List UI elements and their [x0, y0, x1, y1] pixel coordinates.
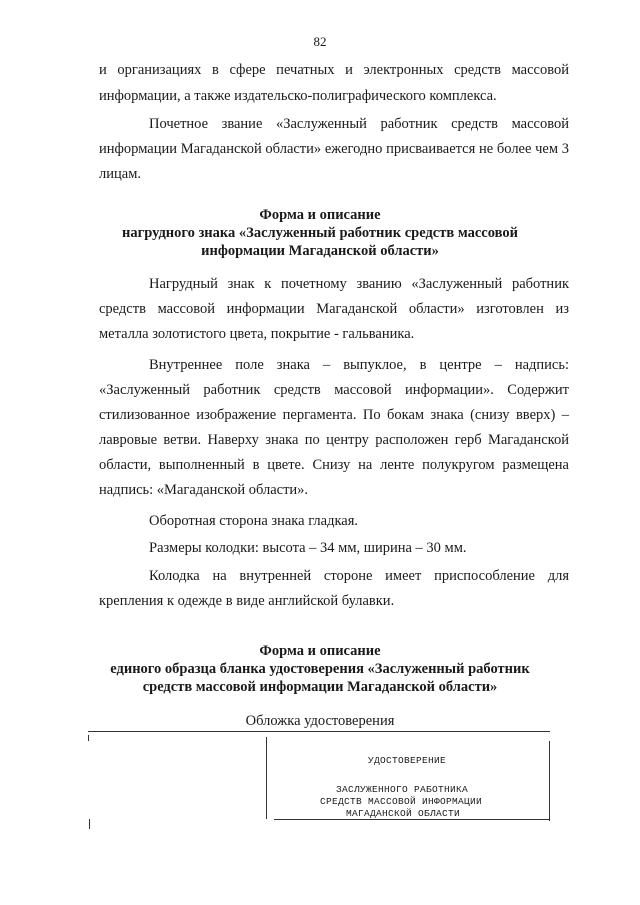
cover-bottom-border — [274, 819, 550, 820]
section2-heading-line1: Форма и описание — [259, 643, 381, 659]
cover-top-border — [88, 731, 550, 732]
cover-left-tick-bottom — [89, 819, 90, 829]
intro-paragraph: Почетное звание «Заслуженный работник средств массовой информации Магаданской области» ежегодно присваивается не более чем 3 лицам. — [99, 116, 569, 182]
intro-line-2: информации, а также издательско-полиграфического комплекса. — [99, 88, 497, 104]
intro-line-1: и организациях в сфере печатных и электронных средств массовой — [99, 62, 569, 78]
section1-paragraph-3: Оборотная сторона знака гладкая. — [149, 513, 359, 529]
section1-heading-line1: Форма и описание — [259, 207, 381, 223]
section2-heading-line2: единого образца бланка удостоверения «Заслуженный работник — [110, 661, 530, 677]
section1-paragraph-5: Колодка на внутренней стороне имеет приспособление для крепления к одежде в виде английской булавки. — [99, 568, 569, 609]
cover-label-line3: СРЕДСТВ МАССОВОЙ ИНФОРМАЦИИ — [320, 796, 483, 807]
id-cover-drawing — [88, 731, 552, 841]
cover-label-line4: МАГАДАНСКОЙ ОБЛАСТИ — [346, 808, 461, 819]
section1-heading-line2: нагрудного знака «Заслуженный работник средств массовой — [122, 225, 518, 241]
section1-paragraph-2: Внутреннее поле знака – выпуклое, в центре – надпись: «Заслуженный работник средств массовой информации». Содержит стилизованное изображение пергамента. По бокам знака (снизу вверх) – лавровые ветви. Наверху знака по центру расположен герб Магаданской области, выполненный в цвете. Снизу на ленте полукругом размещена надпись: «Магаданской области». — [99, 357, 569, 498]
section1-paragraph-4: Размеры колодки: высота – 34 мм, ширина – 30 мм. — [149, 540, 467, 556]
cover-left-tick-top — [88, 735, 89, 741]
cover-right-border — [549, 741, 550, 821]
cover-label-certificate: УДОСТОВЕРЕНИЕ — [368, 755, 447, 766]
section1-heading-line3: информации Магаданской области» — [201, 243, 439, 259]
cover-title: Обложка удостоверения — [245, 713, 395, 729]
page-number: 82 — [313, 34, 327, 49]
section1-paragraph-1: Нагрудный знак к почетному званию «Заслуженный работник средств массовой информации Магаданской области» изготовлен из металла золотистого цвета, покрытие - гальваника. — [99, 276, 569, 342]
cover-label-line2: ЗАСЛУЖЕННОГО РАБОТНИКА — [336, 784, 469, 795]
cover-spine-line — [266, 737, 267, 819]
section2-heading-line3: средств массовой информации Магаданской области» — [142, 679, 498, 695]
